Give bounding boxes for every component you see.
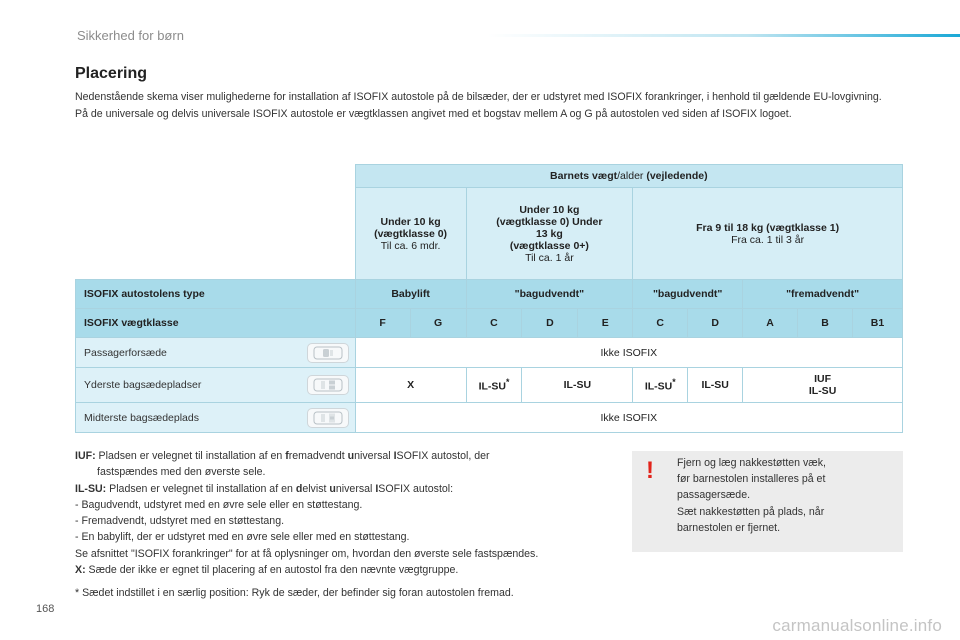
row-label-class: ISOFIX vægtklasse xyxy=(76,309,356,338)
exclamation-icon: ! xyxy=(646,457,654,484)
note-ilsu: IL-SU: Pladsen er velegnet til installation af en delvist universal ISOFIX autostol: xyxy=(75,482,454,495)
table-row-class: ISOFIX vægtklasse F G C D E C D A B B1 xyxy=(76,309,903,338)
row-label-rear-outer: Yderste bagsædepladser xyxy=(84,379,202,391)
weight-group-1: Under 10 kg (vægtklasse 0) Til ca. 6 mdr. xyxy=(355,188,466,280)
row-label-type: ISOFIX autostolens type xyxy=(76,280,356,309)
section-title: Placering xyxy=(75,65,148,82)
running-header-title: Sikkerhed for børn xyxy=(77,28,184,43)
warning-text: Fjern og læg nakkestøtten væk, før barnestolen installeres på et passagersæde. Sæt nakkestøtten på plads, når barnestolen er fjernet. xyxy=(677,457,826,534)
intro-paragraph-2: På de universale og delvis universale ISOFIX autostole er vægtklassen angivet med et bogstav mellem A og G på autostolen ved siden af ISOFIX logoet. xyxy=(75,108,792,120)
note-bullet: - En babylift, der er udstyret med en øvre sele eller med en støttestang. xyxy=(75,531,410,544)
watermark: carmanualsonline.info xyxy=(772,616,942,635)
table-row-type: ISOFIX autostolens type Babylift "bagudvendt" "bagudvendt" "fremadvendt" xyxy=(76,280,903,309)
weight-group-3: Fra 9 til 18 kg (vægtklasse 1) Fra ca. 1 til 3 år xyxy=(633,188,903,280)
row-label-rear-middle: Midterste bagsædeplads xyxy=(84,411,199,424)
note-bullet: - Bagudvendt, udstyret med en øvre sele eller en støttestang. xyxy=(75,498,363,511)
rear-outer-seat-icon xyxy=(307,375,349,395)
intro-paragraph-1: Nedenstående skema viser mulighederne for installation af ISOFIX autostole på de bilsæder, der er udstyret med ISOFIX forankringer, i henhold til gældende EU-lovgivning. xyxy=(75,91,882,103)
note-iuf: IUF: Pladsen er velegnet til installation af en fremadvendt universal ISOFIX autostol, der xyxy=(75,450,490,462)
legend-notes: IUF: Pladsen er velegnet til installation af en fremadvendt universal ISOFIX autostol, der fastspændes med den øverste sele. IL-SU: Pladsen er velegnet til installation af en delvist universal ISOFIX autostol: - Bagudvendt, udstyret med en øvre sele eller en støttestang. - Fremadvendt, udstyret med en støttestang. - En babylift, der er udstyret med en øvre sele eller med en støttestang. Se afsnittet "ISOFIX forankringer" for at få oplysninger om, hvordan den øverste sele fastspændes. X: Sæde der ikke er egnet til placering af en autostol fra den nævnte vægtgruppe. xyxy=(75,448,630,578)
table-row-front-seat: Passagerforsæde Ikke ISOFIX xyxy=(76,338,903,368)
rear-middle-seat-icon xyxy=(307,408,349,428)
note-x: X: Sæde der ikke er egnet til placering af en autostol fra den nævnte vægtgruppe. xyxy=(75,564,459,577)
note-see-section: Se afsnittet "ISOFIX forankringer" for at få oplysninger om, hvordan den øverste sele fastspændes. xyxy=(75,547,539,560)
isofix-table xyxy=(75,164,903,433)
row-label-front-seat: Passagerforsæde xyxy=(84,346,167,359)
page-number: 168 xyxy=(36,603,55,615)
footnote: * Sædet indstillet i en særlig position: Ryk de sæder, der befinder sig foran autostolen fremad. xyxy=(75,587,514,599)
header-accent-line xyxy=(488,34,960,37)
weight-header: Barnets vægt/alder (vejledende) xyxy=(355,165,902,188)
note-bullet: - Fremadvendt, udstyret med en støttestang. xyxy=(75,515,285,528)
table-row-rear-outer: Yderste bagsædepladser X IL-SU* IL-SU IL-SU* IL-SU IUF IL-SU xyxy=(76,368,903,403)
weight-group-2: Under 10 kg (vægtklasse 0) Under 13 kg (vægtklasse 0+) Til ca. 1 år xyxy=(466,188,633,280)
intro-text xyxy=(75,89,900,123)
warning-box xyxy=(632,451,903,552)
front-seat-icon xyxy=(307,343,349,363)
table-row-rear-middle: Midterste bagsædeplads Ikke ISOFIX xyxy=(76,403,903,433)
